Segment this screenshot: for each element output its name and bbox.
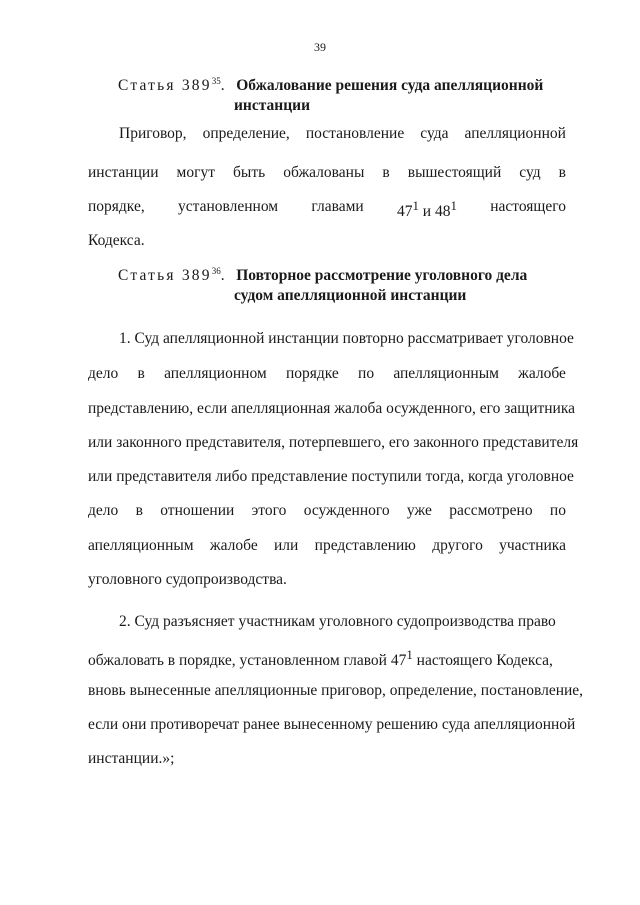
chapter-references: $47^1$ и $48^1$	[396, 198, 457, 221]
paragraph-1-line: представлению, если апелляционная жалоба осужденного, его защитника	[88, 400, 576, 417]
article-title-continuation: инстанции	[234, 97, 311, 114]
paragraph-1-line: уголовного судопроизводства.	[88, 571, 287, 588]
paragraph-2-line: обжаловать в порядке, установленном главой $47^1$ настоящего Кодекса,	[88, 647, 553, 670]
article-389-35-text-line: Кодекса.	[88, 232, 145, 249]
article-389-35-text-line: Приговор, определение, постановление суда апелляционной	[119, 125, 566, 142]
page-number: 39	[314, 40, 326, 54]
paragraph-2-line: 2. Суд разъясняет участникам уголовного судопроизводства право	[119, 613, 556, 630]
paragraph-2-line: если они противоречат ранее вынесенному решению суда апелляционной	[88, 716, 576, 733]
paragraph-2-line: вновь вынесенные апелляционные приговор, определение, постановление,	[88, 682, 584, 699]
article-title-continuation: судом апелляционной инстанции	[234, 287, 467, 304]
article-label: Статья 389	[118, 77, 212, 94]
article-title: Обжалование решения суда апелляционной	[236, 77, 544, 94]
paragraph-1-line: дело в апелляционном порядке по апелляционным жалобе	[88, 365, 566, 382]
article-389-35-text-line: инстанции могут быть обжалованы в вышестоящий суд в	[88, 164, 566, 181]
article-label: Статья 389	[118, 267, 212, 284]
article-number-superscript: 35	[211, 76, 221, 86]
paragraph-1-line: апелляционным жалобе или представлению другого участника	[88, 537, 566, 554]
article-389-35-text-line: порядке, установленном главами $47^1$ и $48^1$ настоящего	[88, 198, 566, 221]
paragraph-1-line: или законного представителя, потерпевшего, его законного представителя	[88, 434, 579, 451]
paragraph-1-line: или представителя либо представление поступили тогда, когда уголовное	[88, 468, 574, 485]
article-title: Повторное рассмотрение уголовного дела	[236, 267, 528, 284]
article-389-36-heading: Статья $389^{36}$. Повторное рассмотрение уголовного дела судом апелляционной инстанции	[118, 266, 528, 304]
paragraph-2-line: инстанции.»;	[88, 750, 175, 767]
article-389-35-heading: Статья $389^{35}$. Обжалование решения суда апелляционной инстанции	[118, 76, 544, 114]
paragraph-1-line: 1. Суд апелляционной инстанции повторно рассматривает уголовное	[119, 330, 574, 347]
article-number-superscript: 36	[211, 266, 221, 276]
paragraph-1-line: дело в отношении этого осужденного уже рассмотрено по	[88, 502, 566, 519]
